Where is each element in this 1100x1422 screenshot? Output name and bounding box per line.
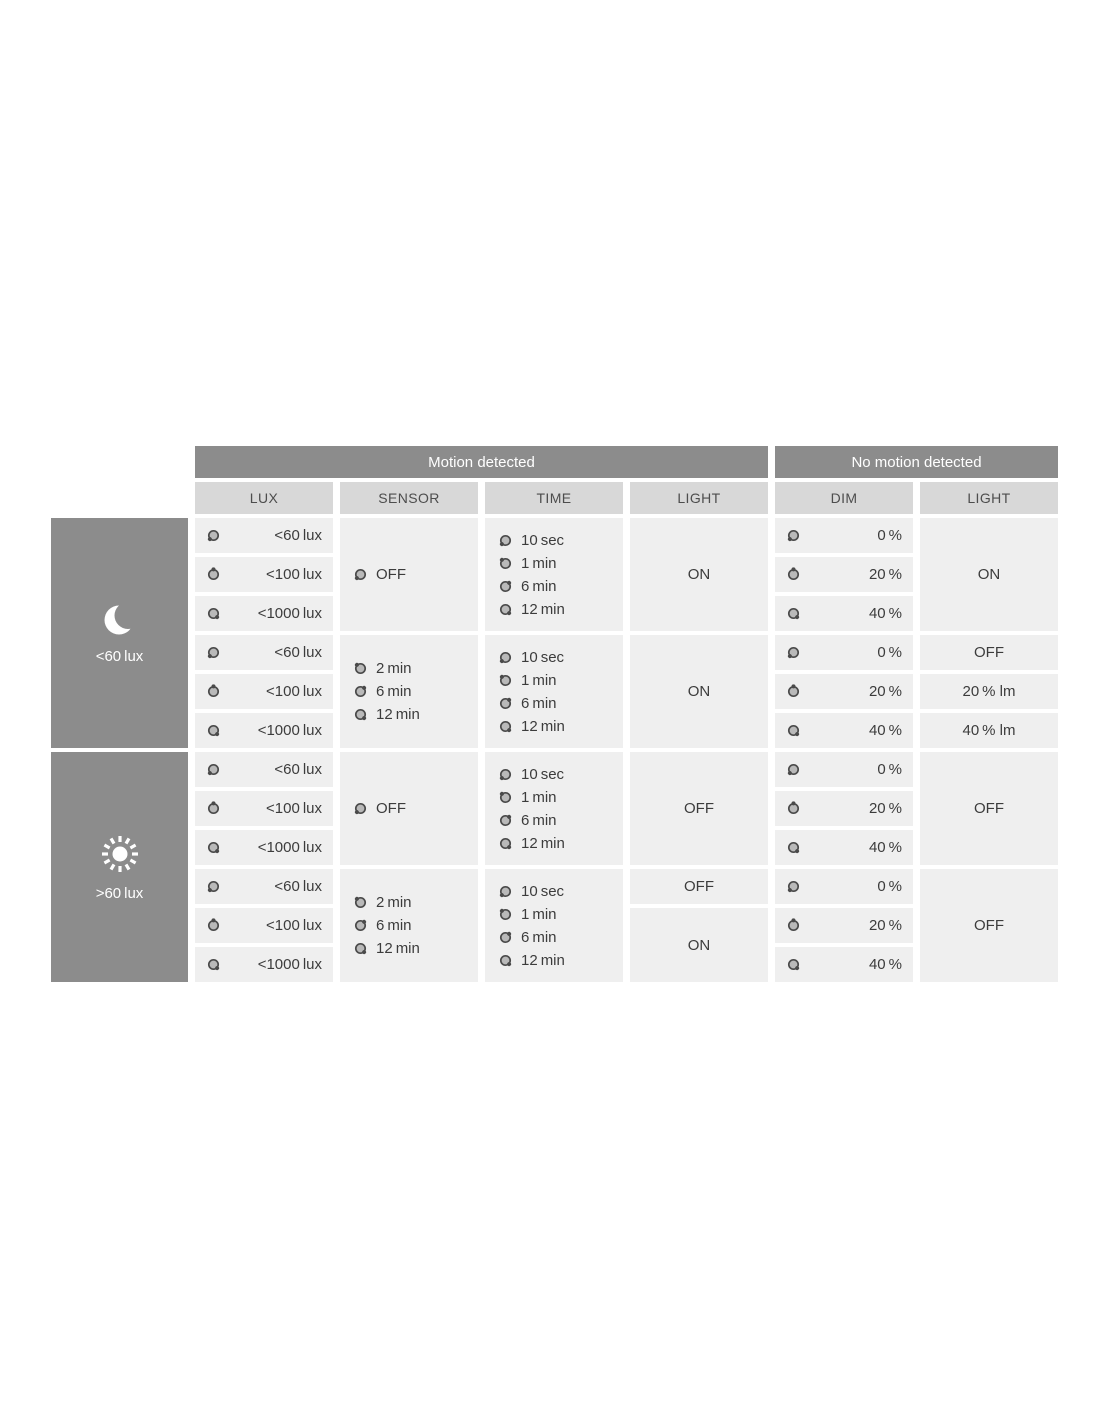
dim-cell	[775, 791, 913, 826]
column-header-time: TIME	[485, 482, 623, 514]
sensor-value: 12 min	[376, 706, 420, 723]
sensor-cell	[340, 869, 478, 982]
lux-cell	[195, 947, 333, 982]
lux-cell	[195, 674, 333, 709]
dial-icon	[498, 953, 513, 968]
dim-cell	[775, 752, 913, 787]
dim-cell	[775, 713, 913, 748]
section-header-no-motion: No motion detected	[775, 446, 1058, 478]
dim-value: 40 %	[868, 722, 902, 739]
dial-icon	[206, 645, 221, 660]
dim-value: 40 %	[868, 956, 902, 973]
dial-icon	[786, 957, 801, 972]
time-value: 1 min	[521, 554, 557, 572]
light-motion-cell: OFF	[630, 869, 768, 904]
sensor-value: OFF	[376, 800, 406, 817]
lux-value: <100 lux	[266, 566, 322, 583]
light-no-motion-cell: 20 % lm	[920, 674, 1058, 709]
dim-cell	[775, 596, 913, 631]
time-value: 1 min	[521, 905, 557, 923]
sensor-value: 2 min	[376, 660, 412, 677]
lux-value: <60 lux	[274, 878, 322, 895]
dim-value: 40 %	[868, 605, 902, 622]
dim-cell	[775, 947, 913, 982]
dial-icon	[353, 567, 368, 582]
dial-icon	[353, 661, 368, 676]
dial-icon	[786, 879, 801, 894]
dial-icon	[206, 606, 221, 621]
lux-value: <60 lux	[274, 761, 322, 778]
time-value: 10 sec	[521, 882, 565, 900]
dial-icon	[353, 707, 368, 722]
time-value: 10 sec	[521, 531, 565, 549]
light-no-motion-cell: OFF	[920, 752, 1058, 865]
dim-cell	[775, 635, 913, 670]
sensor-value: 6 min	[376, 917, 412, 934]
dial-icon	[786, 723, 801, 738]
lux-cell	[195, 557, 333, 592]
dim-value: 20 %	[868, 683, 902, 700]
dim-value: 20 %	[868, 800, 902, 817]
dial-icon	[206, 684, 221, 699]
dial-icon	[786, 606, 801, 621]
dim-value: 0 %	[877, 761, 902, 778]
column-header-lux: LUX	[195, 482, 333, 514]
time-value: 12 min	[521, 717, 565, 735]
dial-icon	[498, 930, 513, 945]
lux-cell	[195, 713, 333, 748]
light-motion-cell: OFF	[630, 752, 768, 865]
dim-cell	[775, 518, 913, 553]
light-no-motion-cell: OFF	[920, 635, 1058, 670]
dim-cell	[775, 869, 913, 904]
dial-icon	[786, 918, 801, 933]
lux-value: <1000 lux	[257, 722, 322, 739]
light-motion-cell: ON	[630, 518, 768, 631]
dial-icon	[786, 801, 801, 816]
dial-icon	[498, 813, 513, 828]
dim-value: 20 %	[868, 917, 902, 934]
dial-icon	[498, 556, 513, 571]
dial-icon	[353, 684, 368, 699]
dial-icon	[498, 884, 513, 899]
time-value: 6 min	[521, 577, 557, 595]
column-header-light-motion: LIGHT	[630, 482, 768, 514]
time-cell	[485, 752, 623, 865]
dial-icon	[498, 719, 513, 734]
time-value: 10 sec	[521, 648, 565, 666]
dim-cell	[775, 674, 913, 709]
dial-icon	[498, 790, 513, 805]
sensor-cell	[340, 518, 478, 631]
lux-cell	[195, 908, 333, 943]
dial-icon	[498, 696, 513, 711]
dim-value: 20 %	[868, 566, 902, 583]
time-value: 12 min	[521, 834, 565, 852]
dial-icon	[498, 907, 513, 922]
lux-value: <1000 lux	[257, 839, 322, 856]
time-value: 6 min	[521, 694, 557, 712]
dial-icon	[206, 801, 221, 816]
time-cell	[485, 869, 623, 982]
dial-icon	[206, 957, 221, 972]
dim-value: 40 %	[868, 839, 902, 856]
dial-icon	[786, 645, 801, 660]
dial-icon	[786, 840, 801, 855]
row-group-night	[51, 518, 188, 748]
light-motion-cell: ON	[630, 635, 768, 748]
lux-value: <1000 lux	[257, 956, 322, 973]
dial-icon	[353, 941, 368, 956]
sun-icon	[98, 832, 142, 876]
dial-icon	[206, 840, 221, 855]
dial-icon	[498, 836, 513, 851]
lux-value: <100 lux	[266, 917, 322, 934]
dial-icon	[206, 918, 221, 933]
time-value: 6 min	[521, 811, 557, 829]
time-value: 6 min	[521, 928, 557, 946]
dial-icon	[353, 801, 368, 816]
lux-value: <60 lux	[274, 644, 322, 661]
light-no-motion-cell: 40 % lm	[920, 713, 1058, 748]
light-no-motion-cell: ON	[920, 518, 1058, 631]
sensor-value: 12 min	[376, 940, 420, 957]
lux-cell	[195, 869, 333, 904]
time-value: 12 min	[521, 600, 565, 618]
time-value: 12 min	[521, 951, 565, 969]
moon-icon	[101, 601, 139, 639]
dim-value: 0 %	[877, 878, 902, 895]
dial-icon	[206, 567, 221, 582]
dial-icon	[498, 673, 513, 688]
section-header-motion: Motion detected	[195, 446, 768, 478]
dial-icon	[498, 602, 513, 617]
lux-value: <100 lux	[266, 800, 322, 817]
dial-icon	[206, 879, 221, 894]
row-group-night-label: <60 lux	[95, 648, 144, 665]
sensor-cell	[340, 635, 478, 748]
time-cell	[485, 635, 623, 748]
dial-icon	[206, 723, 221, 738]
dial-icon	[786, 762, 801, 777]
time-value: 10 sec	[521, 765, 565, 783]
dim-value: 0 %	[877, 527, 902, 544]
lux-cell	[195, 830, 333, 865]
dim-value: 0 %	[877, 644, 902, 661]
dial-icon	[786, 684, 801, 699]
time-value: 1 min	[521, 671, 557, 689]
dial-icon	[353, 918, 368, 933]
dial-icon	[498, 767, 513, 782]
dim-cell	[775, 830, 913, 865]
dial-icon	[786, 567, 801, 582]
dim-cell	[775, 908, 913, 943]
row-group-day-label: >60 lux	[95, 885, 144, 902]
sensor-cell	[340, 752, 478, 865]
dial-icon	[206, 762, 221, 777]
column-header-light-no-motion: LIGHT	[920, 482, 1058, 514]
lux-cell	[195, 791, 333, 826]
time-cell	[485, 518, 623, 631]
dial-icon	[498, 579, 513, 594]
row-group-day	[51, 752, 188, 982]
lux-cell	[195, 635, 333, 670]
lux-cell	[195, 518, 333, 553]
sensor-value: OFF	[376, 566, 406, 583]
lux-value: <100 lux	[266, 683, 322, 700]
sensor-value: 2 min	[376, 894, 412, 911]
sensor-settings-table	[51, 446, 1058, 982]
column-header-sensor: SENSOR	[340, 482, 478, 514]
dial-icon	[353, 895, 368, 910]
lux-cell	[195, 752, 333, 787]
light-no-motion-cell: OFF	[920, 869, 1058, 982]
sensor-value: 6 min	[376, 683, 412, 700]
dial-icon	[498, 650, 513, 665]
dial-icon	[786, 528, 801, 543]
dim-cell	[775, 557, 913, 592]
time-value: 1 min	[521, 788, 557, 806]
dial-icon	[206, 528, 221, 543]
lux-value: <1000 lux	[257, 605, 322, 622]
light-motion-cell: ON	[630, 908, 768, 982]
column-header-dim: DIM	[775, 482, 913, 514]
lux-cell	[195, 596, 333, 631]
lux-value: <60 lux	[274, 527, 322, 544]
dial-icon	[498, 533, 513, 548]
